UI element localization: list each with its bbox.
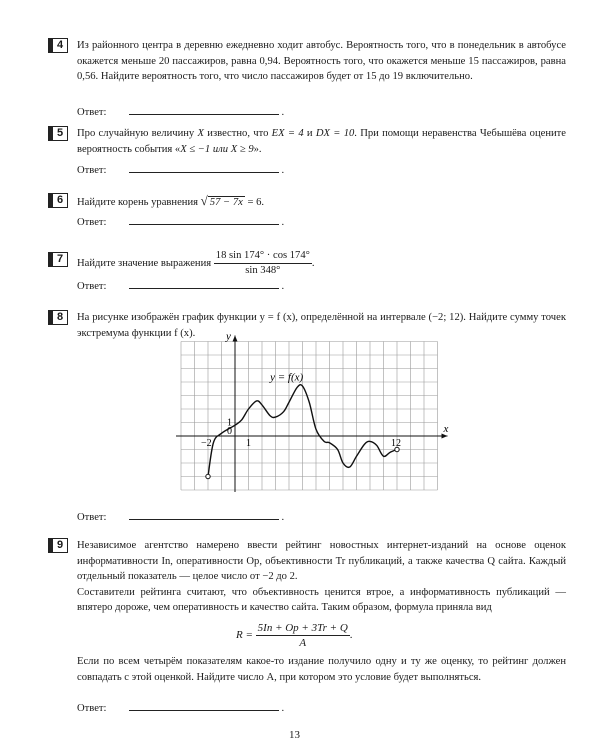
answer-row	[77, 510, 284, 523]
task-number: 5	[48, 126, 68, 141]
answer-dot: .	[281, 281, 285, 292]
rating-formula: R = $\frac{5In + Op + 3Tr + Q}{A}$ .	[236, 622, 353, 649]
answer-label: Ответ:	[77, 107, 107, 118]
task-para-3: Если по всем четырём показателям какое-то издание получило одну и ту же оценку, то рейтинг должен совпадать с этой оценкой. Найдите число A, при котором это условие будет выполняться.	[77, 655, 566, 683]
answer-dot: .	[281, 512, 285, 523]
tick-label-x1: 1	[246, 438, 251, 449]
tick-label-neg2: −2	[201, 438, 212, 449]
answer-dot: .	[281, 217, 285, 228]
answer-label: Ответ:	[77, 281, 107, 292]
task-number: 7	[48, 252, 68, 267]
tick-label-x12: 12	[391, 438, 401, 449]
answer-line[interactable]	[129, 510, 279, 520]
task-text: На рисунке изображён график функции y = f (x), определённой на интервале (−2; 12). Найдите сумму точек экстремума функции f (x).	[77, 312, 566, 339]
task-7	[48, 250, 566, 292]
answer-label: Ответ:	[77, 512, 107, 523]
answer-dot: .	[281, 703, 285, 714]
task-4	[48, 38, 566, 118]
open-endpoint	[206, 474, 210, 478]
answer-dot: .	[281, 107, 285, 118]
answer-row	[77, 163, 284, 176]
task-5	[48, 126, 566, 176]
task-9	[48, 538, 566, 714]
answer-row	[77, 215, 284, 228]
task-number: 9	[48, 538, 68, 553]
page-number: 13	[289, 729, 300, 741]
root-sign: √	[200, 193, 208, 208]
task-number: 8	[48, 310, 68, 325]
task-para-1: Независимое агентство намерено ввести рейтинг новостных интернет-изданий на основе оценок информативности In, оперативности Op, объективности Tr публикаций, а также качества Q сайта. Каждый отдельный показатель — целое число от −2 до 2.	[77, 540, 566, 583]
tick-label-origin: 0	[227, 426, 232, 437]
graph-title: y = f(x)	[270, 371, 304, 384]
formula-fraction: $\frac{5In + Op + 3Tr + Q}{A}$	[257, 622, 348, 649]
task-6	[48, 193, 566, 228]
task-text: Про случайную величину X известно, что EX = 4 и DX = 10. При помощи неравенства Чебышёва оцените вероятность события «X ≤ −1 или X ≥ 9».	[77, 128, 566, 155]
task-text: Найдите корень уравнения √ 57 − 7x = 6.	[77, 193, 265, 208]
answer-row	[77, 279, 284, 292]
answer-label: Ответ:	[77, 217, 107, 228]
answer-line[interactable]	[129, 163, 279, 173]
answer-dot: .	[281, 165, 285, 176]
answer-label: Ответ:	[77, 703, 107, 714]
task-para-2: Составители рейтинга считают, что объективность ценится втрое, а информативность публикаций — впятеро дороже, чем оперативность и качество сайта. Таким образом, формула приняла вид	[77, 586, 566, 614]
task-number: 4	[48, 38, 68, 53]
answer-line[interactable]	[129, 215, 279, 225]
fraction: $\frac{18 \sin 174^\circ \cdot \cos 174^\circ}{\sin 348^\circ}$	[215, 250, 310, 277]
task-8	[48, 310, 566, 523]
task-number: 6	[48, 193, 68, 208]
tick-label-y1: 1	[227, 417, 232, 429]
answer-line[interactable]	[129, 105, 279, 115]
function-graph	[180, 330, 449, 498]
answer-label: Ответ:	[77, 165, 107, 176]
answer-line[interactable]	[129, 279, 279, 289]
answer-line[interactable]	[129, 701, 279, 711]
y-axis-label: y	[226, 330, 231, 343]
grid-lines	[181, 342, 438, 491]
answer-row	[77, 105, 284, 118]
radicand: 57 − 7x	[209, 197, 243, 208]
task-text: Из районного центра в деревню ежедневно ходит автобус. Вероятность того, что в понедельник в автобусе окажется меньше 20 пассажиров, равна 0,94. Вероятность того, что окажется меньше 15 пассажиров, равна 0,56. Найдите вероятность того, что число пассажиров будет от 15 до 19 включительно.	[77, 40, 566, 83]
x-axis-label: x	[443, 423, 449, 435]
task-text: Найдите значение выражения $\frac{18 \sin 174^\circ \cdot \cos 174^\circ}{\sin 348^\circ}$ .	[77, 250, 315, 277]
answer-row	[77, 701, 284, 714]
